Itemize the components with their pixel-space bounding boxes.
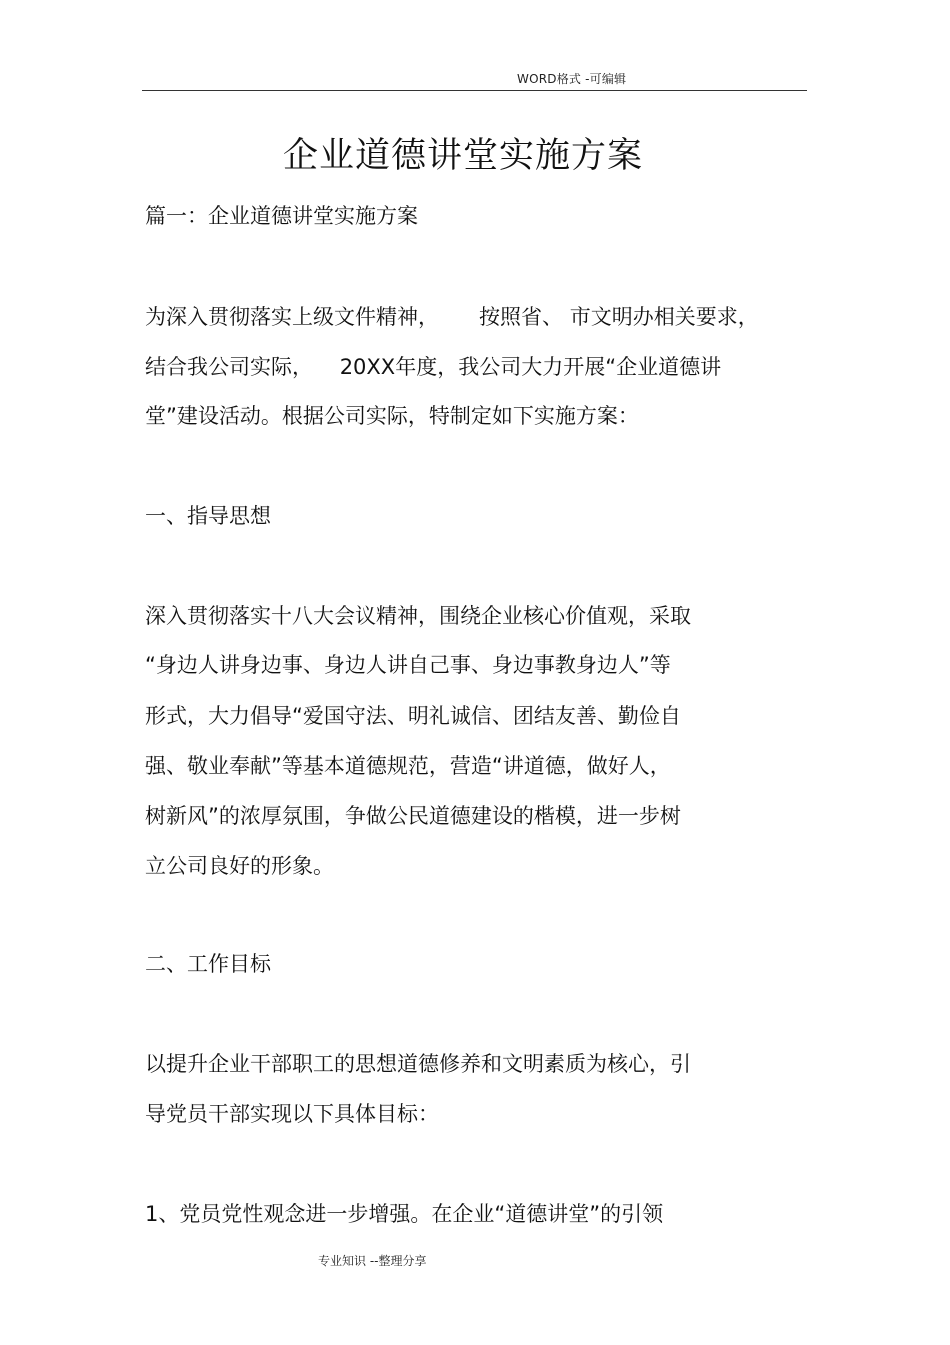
paragraph-line: 深入贯彻落实十八大会议精神，围绕企业核心价值观，采取	[145, 604, 691, 628]
paragraph-line: 导党员干部实现以下具体目标：	[145, 1102, 439, 1126]
page-footer-label: 专业知识 --整理分享	[318, 1254, 427, 1268]
section-heading: 一、指导思想	[145, 504, 271, 528]
section-subtitle: 篇一：企业道德讲堂实施方案	[145, 204, 418, 228]
paragraph-line: 形式，大力倡导“爱国守法、明礼诚信、团结友善、勤俭自	[145, 704, 681, 728]
paragraph-line: 强、敬业奉献”等基本道德规范，营造“讲道德，做好人，	[145, 754, 671, 778]
page-header-label: WORD格式 -可编辑	[517, 72, 627, 86]
paragraph-line: 堂”建设活动。根据公司实际，特制定如下实施方案：	[145, 404, 639, 428]
paragraph-line: 立公司良好的形象。	[145, 854, 334, 878]
paragraph-line: 结合我公司实际， 20XX年度，我公司大力开展“企业道德讲	[145, 355, 722, 379]
paragraph-line: 为深入贯彻落实上级文件精神， 按照省、 市文明办相关要求，	[145, 305, 759, 329]
header-divider	[142, 90, 807, 91]
paragraph-line: “身边人讲身边事、身边人讲自己事、身边事教身边人”等	[145, 653, 671, 677]
paragraph-line: 以提升企业干部职工的思想道德修养和文明素质为核心，引	[145, 1052, 691, 1076]
paragraph-line: 树新风”的浓厚氛围，争做公民道德建设的楷模，进一步树	[145, 804, 681, 828]
section-heading: 二、工作目标	[145, 952, 271, 976]
paragraph-line: 1、党员党性观念进一步增强。在企业“道德讲堂”的引领	[145, 1202, 664, 1226]
document-title: 企业道德讲堂实施方案	[282, 136, 643, 176]
